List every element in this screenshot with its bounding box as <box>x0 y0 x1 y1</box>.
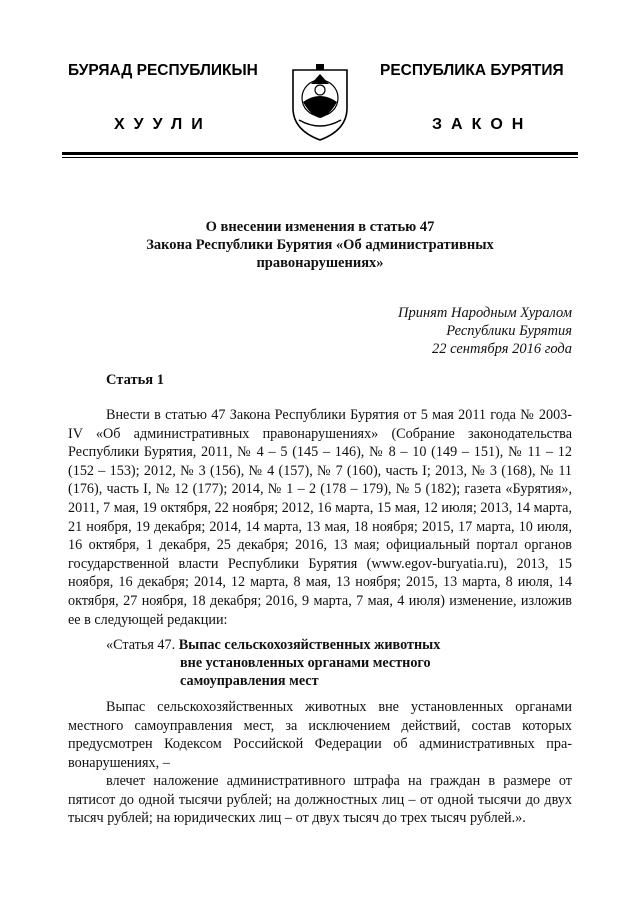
coat-of-arms-icon <box>289 62 351 142</box>
header-rule-thick <box>62 152 578 155</box>
header-rule-thin <box>62 157 578 158</box>
header-left-republic: БУРЯАД РЕСПУБЛИКЫН <box>68 62 258 79</box>
law-title: О внесении изменения в статью 47 Закона Республики Бурятия «Об административных правонарушениях» <box>146 219 494 271</box>
header-right-republic: РЕСПУБЛИКА БУРЯТИЯ <box>380 62 564 79</box>
header-right-law: ЗАКОН <box>432 116 533 133</box>
article-47-paragraph-2: влечет наложение административного штрафа на граждан в размере от пятисот до одной тысячи рублей; на должностных лиц – от одной тысячи до двух тысяч рублей; на юридических лиц – от двух тысяч до трех тысяч рублей.». <box>68 773 572 827</box>
article-1-text: Внести в статью 47 Закона Республики Бурятия от 5 мая 2011 года № 2003-IV «Об административных правонарушениях» (Собрание законодательства Республики Бурятия, 2011, № 4 – 5 (145 – 146), № 8 – 10 (149 – 151), № 11 – 12 (152 – 153); 2012, № 3 (156), № 4 (157), № 7 (160), часть I; 2013, № 3 (168), № 11 (176), часть I, № 12 (177); 2014, № 1 – 2 (178 – 179), № 5 (182); газета «Бурятия», 2011, 7 мая, 19 октября, 22 ноября; 2012, 16 марта, 15 мая, 12 июля; 2013, 14 марта, 21 ноября, 19 декабря; 2014, 14 марта, 13 мая, 18 ноября; 2015, 17 марта, 10 июля, 16 октября, 1 декабря, 25 декабря; 2016, 13 мая; официальный портал органов государственной власти Республики Бурятия (www.egov-buryatia.ru), 2013, 15 ноября, 16 декабря; 2014, 12 марта, 8 мая, 13 ноября; 2015, 13 марта, 8 июля, 14 октября, 27 ноября, 18 декабря; 2016, 9 марта, 7 мая, 4 июля) изменение, изложив ее в следующей редакции: <box>68 407 572 628</box>
article-47-heading: «Статья 47. Выпас сельскохозяйственных животных вне установленных органами местного самоуправления мест <box>106 637 441 689</box>
header-left-law: ХУУЛИ <box>114 116 212 133</box>
article-47-paragraph-1: Выпас сельскохозяйственных животных вне установленных органами местного самоуправления мест, за исключением действий, состав которых предусмотрен Кодексом Российской Федерации об административных правонарушениях, – <box>68 699 572 771</box>
article-1-heading: Статья 1 <box>106 372 164 388</box>
adoption-note: Принят Народным Хуралом Республики Бурятия 22 сентября 2016 года <box>397 305 572 357</box>
